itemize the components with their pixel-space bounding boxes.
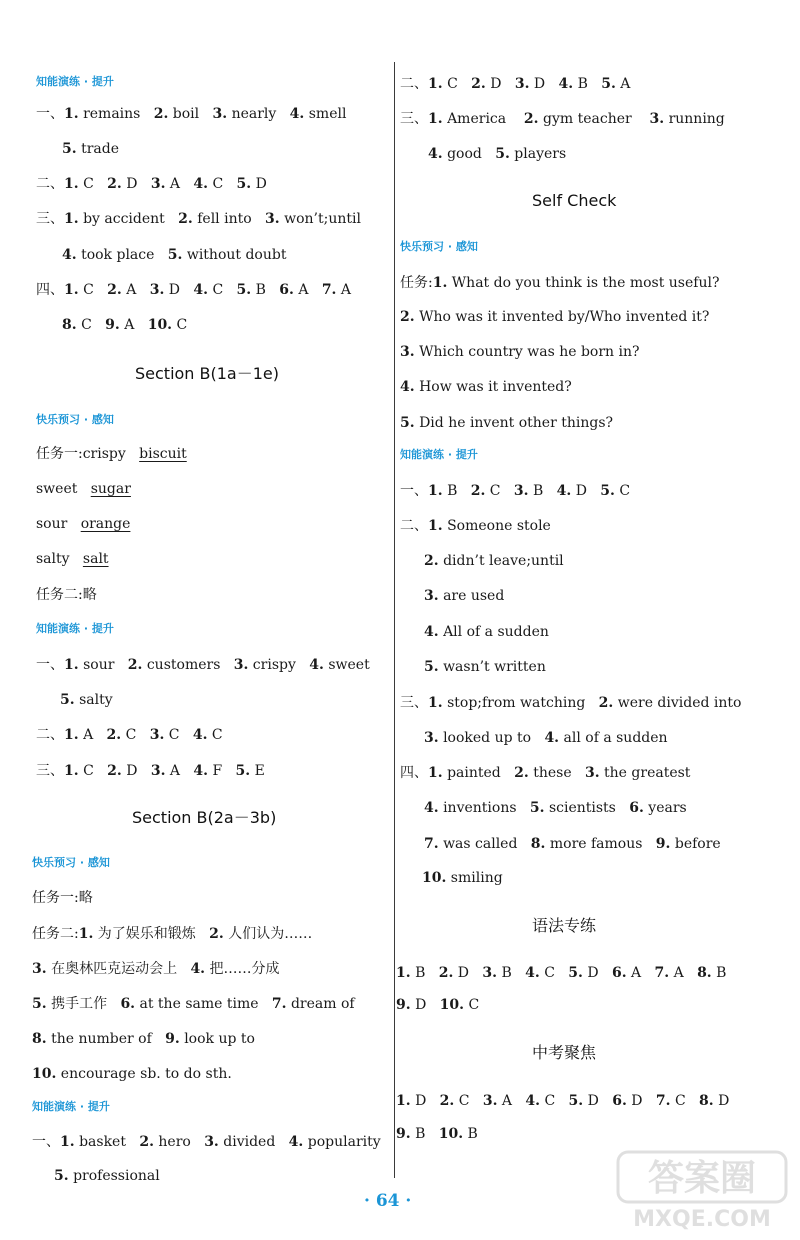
answer-line: 4. good 5. players — [428, 146, 567, 162]
answer-line: 3. 在奥林匹克运动会上 4. 把……分成 — [32, 961, 280, 977]
section-title: 中考聚焦 — [532, 1043, 597, 1062]
answer-line: 9. D 10. C — [396, 997, 480, 1013]
answer-line: 任务:1. What do you think is the most useful? — [400, 275, 720, 291]
answer-line: 9. B 10. B — [396, 1126, 478, 1142]
answer-line: 7. was called 8. more famous 9. before — [424, 836, 721, 852]
answer-line: 3. Which country was he born in? — [400, 344, 640, 360]
answer-line: 1. B 2. D 3. B 4. C 5. D 6. A 7. A 8. B — [396, 965, 727, 981]
section-title: 语法专练 — [532, 916, 597, 935]
answer-line: 5. 携手工作 6. at the same time 7. dream of — [32, 996, 355, 1012]
answer-line: 8. the number of 9. look up to — [32, 1031, 255, 1047]
answer-line: 2. Who was it invented by/Who invented it? — [400, 309, 710, 325]
watermark-logo-text: 答案圈 — [647, 1158, 757, 1199]
answer-line: 4. took place 5. without doubt — [62, 247, 287, 263]
section-label: 快乐预习 · 感知 — [32, 856, 110, 869]
answer-line: 10. smiling — [422, 870, 503, 886]
answer-line: 5. wasn’t written — [424, 659, 546, 675]
answer-line: 4. inventions 5. scientists 6. years — [424, 800, 687, 816]
answer-line: 3. are used — [424, 588, 505, 604]
answer-line: 一、1. sour 2. customers 3. crispy 4. sweet — [36, 657, 370, 673]
answer-line: 8. C 9. A 10. C — [62, 317, 188, 333]
section-label: 知能演练 · 提升 — [36, 75, 114, 88]
answer-line: 一、1. basket 2. hero 3. divided 4. popularity — [32, 1134, 381, 1150]
answer-line: sour orange — [36, 516, 131, 532]
watermark-url: MXQE.COM — [633, 1207, 771, 1232]
answer-line: 四、1. painted 2. these 3. the greatest — [400, 765, 691, 781]
answer-line: 四、1. C 2. A 3. D 4. C 5. B 6. A 7. A — [36, 282, 351, 298]
answer-line: 5. trade — [62, 141, 119, 157]
answer-line: 二、1. C 2. D 3. D 4. B 5. A — [400, 76, 631, 92]
answer-line: 任务一:略 — [32, 890, 93, 906]
section-label: 快乐预习 · 感知 — [400, 240, 478, 253]
answer-line: salty salt — [36, 551, 109, 567]
answer-line: 三、1. America 2. gym teacher 3. running — [400, 111, 725, 127]
column-divider — [394, 62, 395, 1178]
answer-line: sweet sugar — [36, 481, 131, 497]
answer-line: 5. Did he invent other things? — [400, 415, 614, 431]
watermark-logo — [612, 1150, 792, 1232]
answer-line: 4. How was it invented? — [400, 379, 572, 395]
answer-line: 3. looked up to 4. all of a sudden — [424, 730, 668, 746]
answer-line: 一、1. B 2. C 3. B 4. D 5. C — [400, 483, 631, 499]
section-title: Section B(2a－3b) — [132, 808, 277, 827]
section-title: Self Check — [532, 191, 617, 210]
section-label: 快乐预习 · 感知 — [36, 413, 114, 426]
answer-line: 任务一:crispy biscuit — [36, 446, 187, 462]
answer-line: 任务二:略 — [36, 587, 97, 603]
answer-line: 二、1. C 2. D 3. A 4. C 5. D — [36, 176, 267, 192]
answer-line: 1. D 2. C 3. A 4. C 5. D 6. D 7. C 8. D — [396, 1093, 730, 1109]
answer-line: 三、1. by accident 2. fell into 3. won’t;until — [36, 211, 361, 227]
section-label: 知能演练 · 提升 — [32, 1100, 110, 1113]
answer-line: 三、1. stop;from watching 2. were divided into — [400, 695, 742, 711]
answer-line: 4. All of a sudden — [424, 624, 549, 640]
answer-line: 任务二:1. 为了娱乐和锻炼 2. 人们认为…… — [32, 926, 313, 942]
answer-line: 三、1. C 2. D 3. A 4. F 5. E — [36, 763, 265, 779]
answer-line: 5. professional — [54, 1168, 160, 1184]
page-number: · 64 · — [364, 1191, 412, 1211]
answer-line: 10. encourage sb. to do sth. — [32, 1066, 232, 1082]
answer-line: 二、1. A 2. C 3. C 4. C — [36, 727, 223, 743]
answer-line: 5. salty — [60, 692, 113, 708]
section-label: 知能演练 · 提升 — [400, 448, 478, 461]
answer-line: 二、1. Someone stole — [400, 518, 551, 534]
section-title: Section B(1a－1e) — [135, 364, 280, 383]
answer-line: 2. didn’t leave;until — [424, 553, 564, 569]
section-label: 知能演练 · 提升 — [36, 622, 114, 635]
answer-line: 一、1. remains 2. boil 3. nearly 4. smell — [36, 106, 347, 122]
